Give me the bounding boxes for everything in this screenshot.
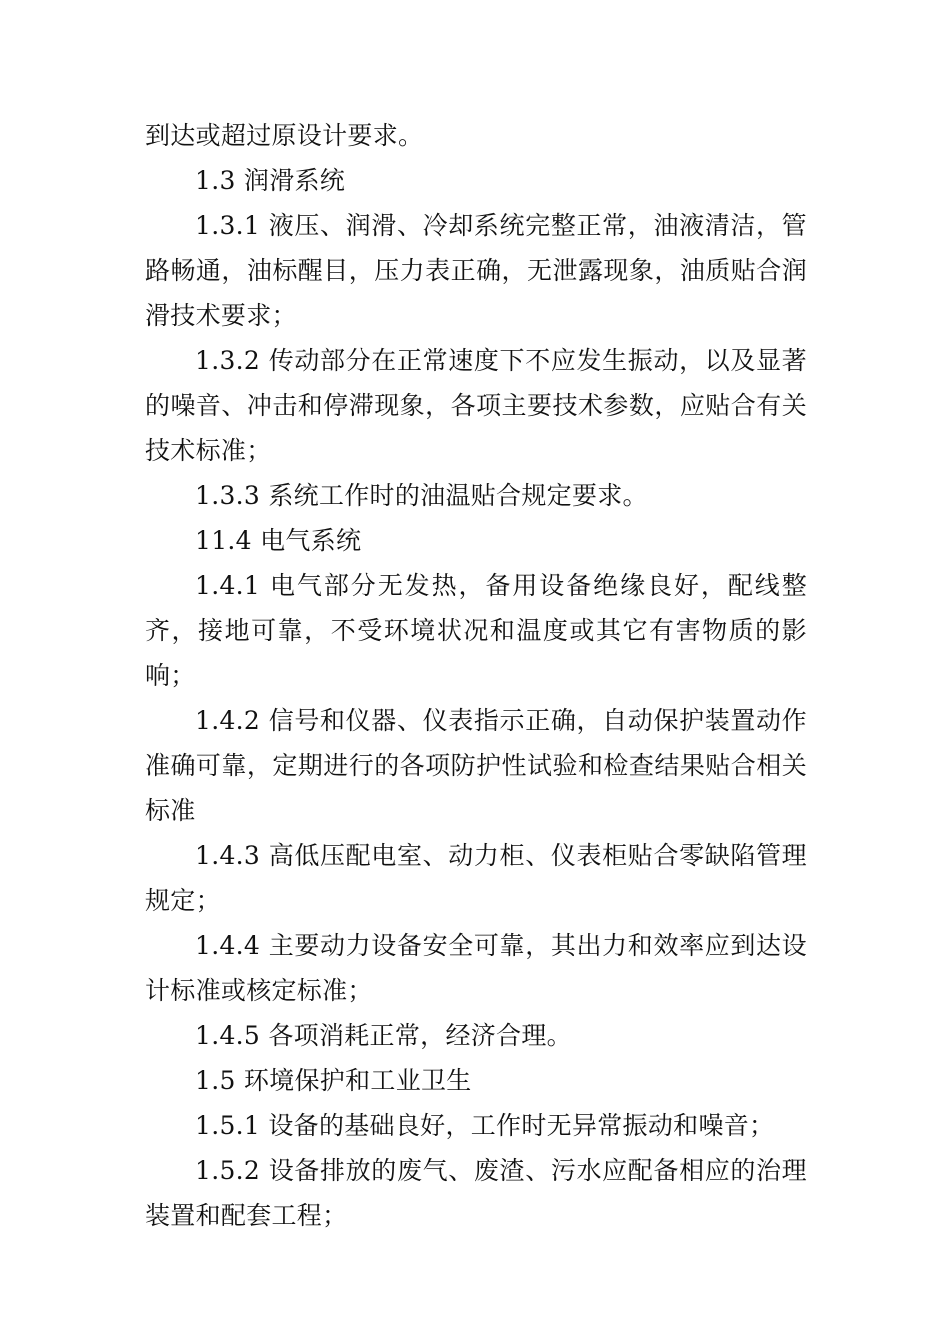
paragraph-1-4-1: 1.4.1 电气部分无发热，备用设备绝缘良好，配线整齐，接地可靠，不受环境状况和温度或其它有害物质的影响； xyxy=(145,571,807,690)
section-heading-1-5: 1.5 环境保护和工业卫生 xyxy=(195,1066,472,1095)
paragraph-1-4-5: 1.4.5 各项消耗正常，经济合理。 xyxy=(195,1021,572,1050)
paragraph-1-3-1: 1.3.1 液压、润滑、冷却系统完整正常，油液清洁，管路畅通，油标醒目，压力表正确，无泄露现象，油质贴合润滑技术要求； xyxy=(145,211,807,330)
section-heading-11-4: 11.4 电气系统 xyxy=(195,526,362,555)
document-body xyxy=(145,113,807,1238)
paragraph-1-5-2: 1.5.2 设备排放的废气、废渣、污水应配备相应的治理装置和配套工程； xyxy=(145,1156,807,1230)
paragraph-1-3-2: 1.3.2 传动部分在正常速度下不应发生振动，以及显著的噪音、冲击和停滞现象，各项主要技术参数，应贴合有关技术标准； xyxy=(145,346,807,465)
section-heading-1-3: 1.3 润滑系统 xyxy=(195,166,346,195)
paragraph-1-4-4: 1.4.4 主要动力设备安全可靠，其出力和效率应到达设计标准或核定标准； xyxy=(145,931,807,1005)
paragraph-continuation: 到达或超过原设计要求。 xyxy=(145,121,424,150)
paragraph-1-3-3: 1.3.3 系统工作时的油温贴合规定要求。 xyxy=(195,481,648,510)
paragraph-1-4-3: 1.4.3 高低压配电室、动力柜、仪表柜贴合零缺陷管理规定； xyxy=(145,841,807,915)
paragraph-1-5-1: 1.5.1 设备的基础良好，工作时无异常振动和噪音； xyxy=(195,1111,775,1140)
paragraph-1-4-2: 1.4.2 信号和仪器、仪表指示正确，自动保护装置动作准确可靠，定期进行的各项防护性试验和检查结果贴合相关标准 xyxy=(145,706,807,825)
